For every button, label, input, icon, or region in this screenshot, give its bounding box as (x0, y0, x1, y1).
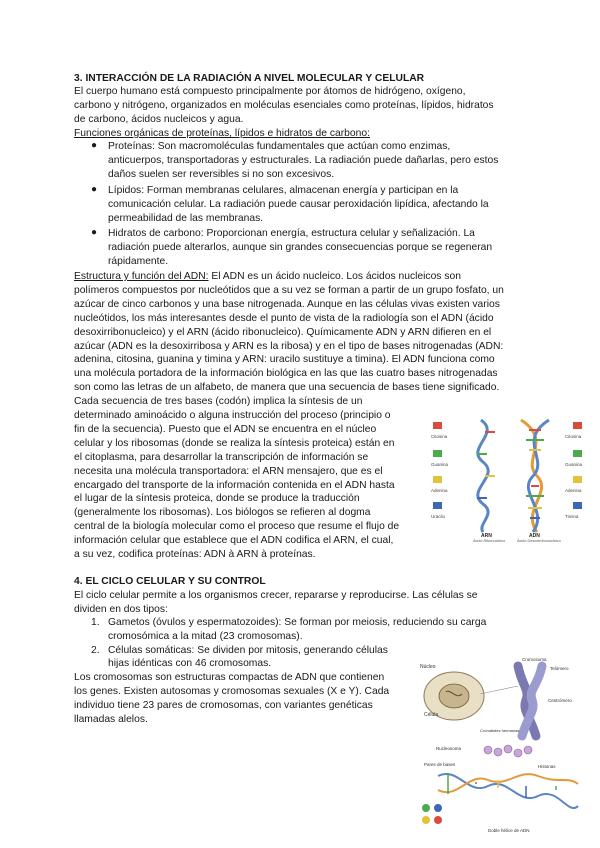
adn-first-sentence: El ADN es un ácido nucleico. Los ácidos nucleicos son (208, 271, 461, 282)
bullet-icon: ● (91, 140, 98, 151)
bullet-text: radiación puede alterarlos, aunque sin grandes consecuencias porque se regeneran (108, 242, 493, 253)
text-line: celular y los ribosomas (donde se realiza la síntesis proteica) están en (74, 438, 395, 449)
text-line: son como las letras de un alfabeto, de manera que una secuencia de bases tiene significado. (74, 382, 500, 393)
chromosome-figure (418, 656, 588, 834)
text-line: dividen en dos tipos: (74, 604, 168, 615)
list-item-text: Células somáticas: Se dividen por mitosis, generando células (108, 645, 388, 656)
bullet-text: comunicación celular. La radiación puede causar peroxidación lipídica, afectando la (108, 199, 489, 210)
label-histonas: Histonas (538, 764, 556, 769)
text-line: azúcar (ADN es la desoxirribosa y ARN es la ribosa) y en el tipo de bases nitrogenadas (ADN: (74, 341, 504, 352)
label-celula: Célula (424, 712, 439, 718)
bullet-text: daños suelen ser reversibles si no son excesivos. (108, 169, 335, 180)
svg-text:Timina: Timina (565, 514, 579, 519)
text-line: llamadas alelos. (74, 714, 148, 725)
text-line: El cuerpo humano está compuesto principalmente por átomos de hidrógeno, oxígeno, (74, 86, 466, 97)
text-line: polímeros compuestos por nucleótidos que a su vez se forman a partir de un grupo fosfato, un (74, 285, 504, 296)
text-line: el citoplasma, para desarrollar la transcripción de información se (74, 452, 369, 463)
list-item-text: cromosómica a la mitad (23 cromosomas). (108, 631, 303, 642)
text-line: encargado del transporte de la información contenida en el ADN hasta (74, 480, 395, 491)
section-4-heading: 4. EL CICLO CELULAR Y SU CONTROL (74, 576, 266, 587)
list-number: 1. (91, 617, 100, 628)
bullet-text: rápidamente. (108, 256, 169, 267)
subheading: Funciones orgánicas de proteínas, lípidos e hidratos de carbono: (74, 128, 370, 139)
label-nucleo: Núcleo (420, 664, 436, 670)
text-line (74, 270, 461, 284)
svg-text:Guanina: Guanina (565, 462, 583, 467)
section-3-heading: 3. INTERACCIÓN DE LA RADIACIÓN A NIVEL MOLECULAR Y CELULAR (74, 73, 425, 84)
svg-text:Citosina: Citosina (431, 434, 448, 439)
svg-text:Adenina: Adenina (431, 488, 448, 493)
text-line: necesita una molécula transportadora: el ARN mensajero, que es el (74, 466, 383, 477)
text-line: central de la biología molecular como el proceso que resume el flujo de (74, 521, 400, 532)
text-line: azúcar de cinco carbonos y una base nitrogenada. Aunque en las células vivas existen varios (74, 299, 500, 310)
rna-label: ARN (481, 533, 492, 539)
list-item-text: Gametos (óvulos y espermatozoides): Se forman por meiosis, reduciendo su carga (108, 617, 487, 628)
dna-sublabel: Ácido Desoxirribonucleico (517, 539, 561, 542)
list-number: 2. (91, 645, 100, 656)
list-item-text: hijas idénticas con 46 cromosomas. (108, 658, 272, 669)
svg-text:Guanina: Guanina (431, 462, 449, 467)
text-line: fin de la secuencia). Puesto que el ADN se encuentra en el núcleo (74, 424, 377, 435)
text-line: carbono y nitrógeno, organizados en moléculas esenciales como proteínas, lípidos, hidratos (74, 100, 494, 111)
dna-rna-figure (425, 414, 591, 542)
bullet-text: Proteínas: Son macromoléculas fundamentales que actúan como enzimas, (108, 141, 451, 152)
text-line: de carbono, ácidos nucleicos y agua. (74, 114, 244, 125)
text-line: información celular que establece que el ADN codifica el ARN, el cual, (74, 535, 394, 546)
label-doble-helice: Doble hélice de ADN (488, 828, 530, 833)
text-line: El ciclo celular permite a los organismos crecer, repararse y reproducirse. Las células se (74, 590, 478, 601)
label-pares-bases: Pares de bases (424, 762, 456, 767)
svg-text:Adenina: Adenina (565, 488, 582, 493)
text-line: a su vez, codifica proteínas: ADN à ARN à proteínas. (74, 549, 316, 560)
text-line: el lugar de la síntesis proteica, donde se produce la traducción (74, 493, 360, 504)
label-cromatides: Cromátides hermanas (480, 728, 520, 733)
bullet-text: Lípidos: Forman membranas celulares, almacenan energía y participan en la (108, 185, 459, 196)
svg-text:Uracilo: Uracilo (431, 514, 446, 519)
text-line: nucleótidos, los más interesantes desde el punto de vista de la radiología son el ADN (ácido (74, 313, 494, 324)
text-line: individuo tiene 23 pares de cromosomas, con variantes genéticas (74, 700, 373, 711)
label-cromosoma: Cromosoma (522, 657, 547, 662)
text-line: determinado aminoácido o alguna instrucción del proceso (principio o (74, 410, 391, 421)
text-line: Los cromosomas son estructuras compactas de ADN que contienen (74, 672, 385, 683)
bullet-text: permeabilidad de las membranas. (108, 213, 264, 224)
bullet-icon: ● (91, 184, 98, 195)
bullet-text: anticuerpos, transportadoras y estructurales. La radiación puede dañarlas, pero estos (108, 155, 499, 166)
adn-subheading: Estructura y función del ADN: (74, 271, 209, 282)
label-telomero: Telómero (550, 666, 569, 671)
text-line: Cada secuencia de tres bases (codón) implica la síntesis de un (74, 396, 363, 407)
dna-label: ADN (529, 533, 540, 539)
bullet-icon: ● (91, 227, 98, 238)
rna-sublabel: Ácido Ribonucleico (473, 539, 506, 542)
text-line: (generalmente los ribosomas). Los biólogos se refieren al dogma (74, 507, 371, 518)
text-line: una molécula portadora de la información biológica en las que las cuatro bases nitrogenadas (74, 368, 498, 379)
label-centromero: Centrómero (548, 698, 572, 703)
bullet-text: Hidratos de carbono: Proporcionan energía, estructura celular y señalización. La (108, 228, 475, 239)
text-line: desoxirribonucleico) y el ARN (ácido ribonucleico). Químicamente ADN y ARN difieren en el (74, 327, 492, 338)
svg-text:Citosina: Citosina (565, 434, 582, 439)
label-nucleosoma: Nucleosoma (436, 746, 462, 751)
nucleus-shape (439, 684, 469, 708)
text-line: adenina, citosina, guanina y timina y ARN: uracilo sustituye a timina). El ADN funciona como (74, 354, 495, 365)
text-line: los genes. Existen autosomas y cromosomas sexuales (X e Y). Cada (74, 686, 390, 697)
